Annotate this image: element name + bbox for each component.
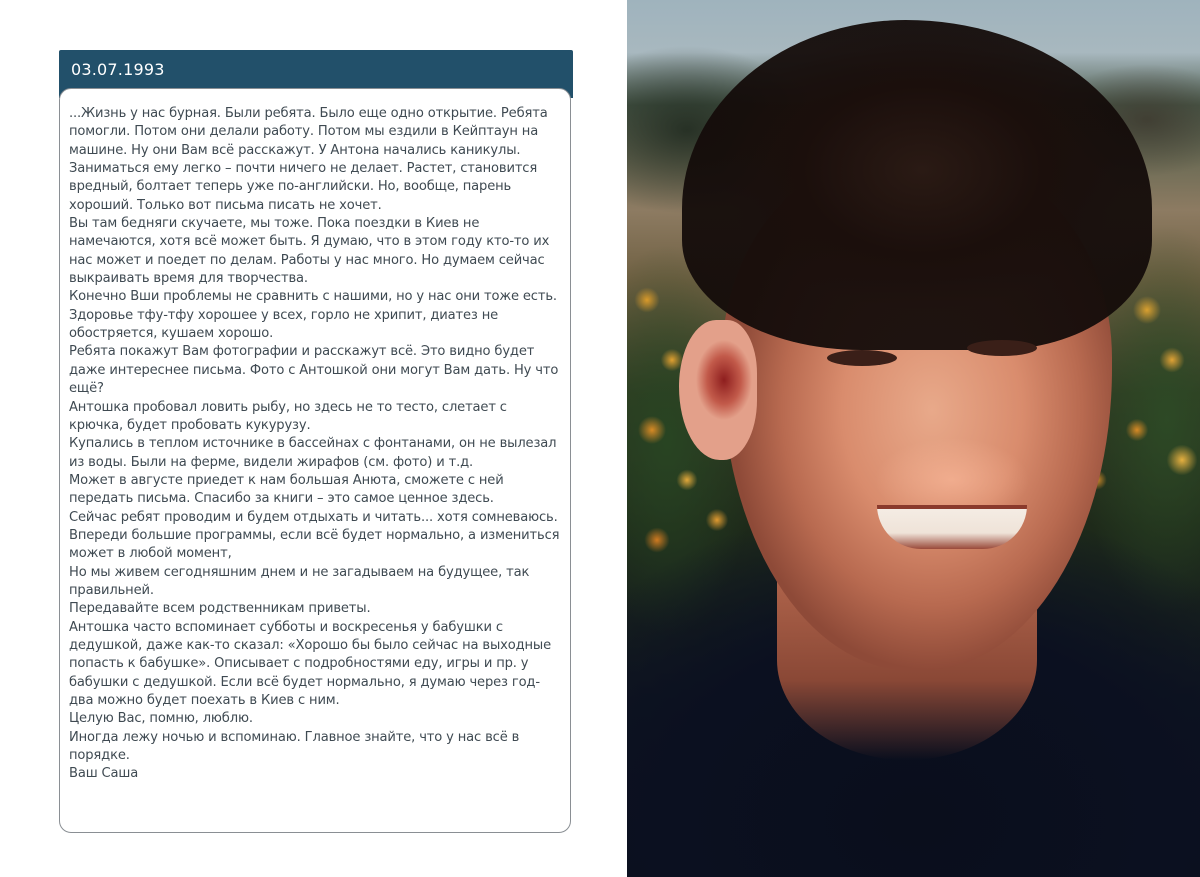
photo-ear — [679, 320, 757, 460]
letter-line: Купались в теплом источнике в бассейнах с фонтанами, он не вылезал — [69, 436, 557, 452]
letter-line: Антошка пробовал ловить рыбу, но здесь не то тесто, слетает с — [69, 399, 507, 415]
letter-line: попасть к бабушке». Описывает с подробностями еду, игры и пр. у — [69, 656, 529, 672]
letter-line: два можно будет поехать в Киев с ним. — [69, 693, 340, 708]
photo-eye-left — [827, 350, 897, 366]
letter-line: Ваш Саша — [69, 766, 139, 782]
letter-line: может в любой момент, — [69, 546, 232, 562]
letter-line: Иногда лежу ночью и вспоминаю. Главное знайте, что у нас всё в — [69, 729, 520, 745]
letter-line: Целую Вас, помню, люблю. — [69, 711, 253, 727]
letter-body — [59, 88, 571, 833]
letter-line: из воды. Были на ферме, видели жирафов (см. фото) и т.д. — [69, 454, 474, 470]
letter-line: выкраивать время для творчества. — [69, 271, 308, 287]
letter-line: нас может и поедет по делам. Работы у нас много. Но думаем сейчас — [69, 252, 545, 268]
letter-line: ещё? — [69, 381, 104, 397]
letter-line: помогли. Потом они делали работу. Потом мы ездили в Кейптаун на — [69, 124, 539, 140]
letter-line: Сейчас ребят проводим и будем отдыхать и читать... хотя сомневаюсь. — [69, 509, 558, 525]
letter-line: бабушки с дедушкой. Если всё будет нормально, я думаю через год- — [69, 674, 540, 690]
letter-line: Ребята покажут Вам фотографии и расскажут всё. Это видно будет — [69, 344, 535, 360]
portrait-photo — [627, 0, 1200, 877]
letter-line: Заниматься ему легко – почти ничего не делает. Растет, становится — [69, 161, 538, 177]
letter-line: Антошка часто вспоминает субботы и воскресенья у бабушки с — [69, 619, 503, 635]
letter-line: Здоровье тфу-тфу хорошее у всех, горло не хрипит, диатез не — [69, 307, 499, 323]
letter-line: Впереди большие программы, если всё будет нормально, а измениться — [69, 527, 560, 543]
letter-line: намечаются, хотя всё может быть. Я думаю, что в этом году кто-то их — [69, 234, 550, 250]
letter-line: даже интереснее письма. Фото с Антошкой они могут Вам дать. Ну что — [69, 362, 559, 378]
letter-line: Передавайте всем родственникам приветы. — [69, 601, 371, 617]
letter-text — [69, 105, 561, 784]
letter-line: обостряется, кушаем хорошо. — [69, 326, 274, 342]
photo-eye-right — [967, 340, 1037, 356]
letter-line: крючка, будет пробовать кукурузу. — [69, 417, 311, 433]
photo-smile — [877, 505, 1027, 549]
letter-line: передать письма. Спасибо за книги – это самое ценное здесь. — [69, 491, 494, 507]
letter-line: хороший. Только вот письма писать не хочет. — [69, 197, 382, 213]
letter-line: дедушкой, даже как-то сказал: «Хорошо бы было сейчас на выходные — [69, 637, 552, 653]
letter-date: 03.07.1993 — [71, 60, 165, 79]
letter-line: Вы там бедняги скучаете, мы тоже. Пока поездки в Киев не — [69, 216, 480, 232]
letter-card — [59, 50, 573, 835]
letter-line: Конечно Вши проблемы не сравнить с нашими, но у нас они тоже есть. — [69, 289, 557, 305]
letter-line: машине. Ну они Вам всё расскажут. У Антона начались каникулы. — [69, 142, 521, 158]
letter-line: Но мы живем сегодняшним днем и не загадываем на будущее, так — [69, 564, 530, 580]
letter-line: ...Жизнь у нас бурная. Были ребята. Было еще одно открытие. Ребята — [69, 106, 548, 121]
letter-line: вредный, болтает теперь уже по-английски. Но, вообще, парень — [69, 179, 512, 195]
letter-line: Может в августе приедет к нам большая Анюта, сможете с ней — [69, 472, 504, 488]
letter-line: порядке. — [69, 748, 130, 764]
letter-line: правильней. — [69, 582, 154, 598]
